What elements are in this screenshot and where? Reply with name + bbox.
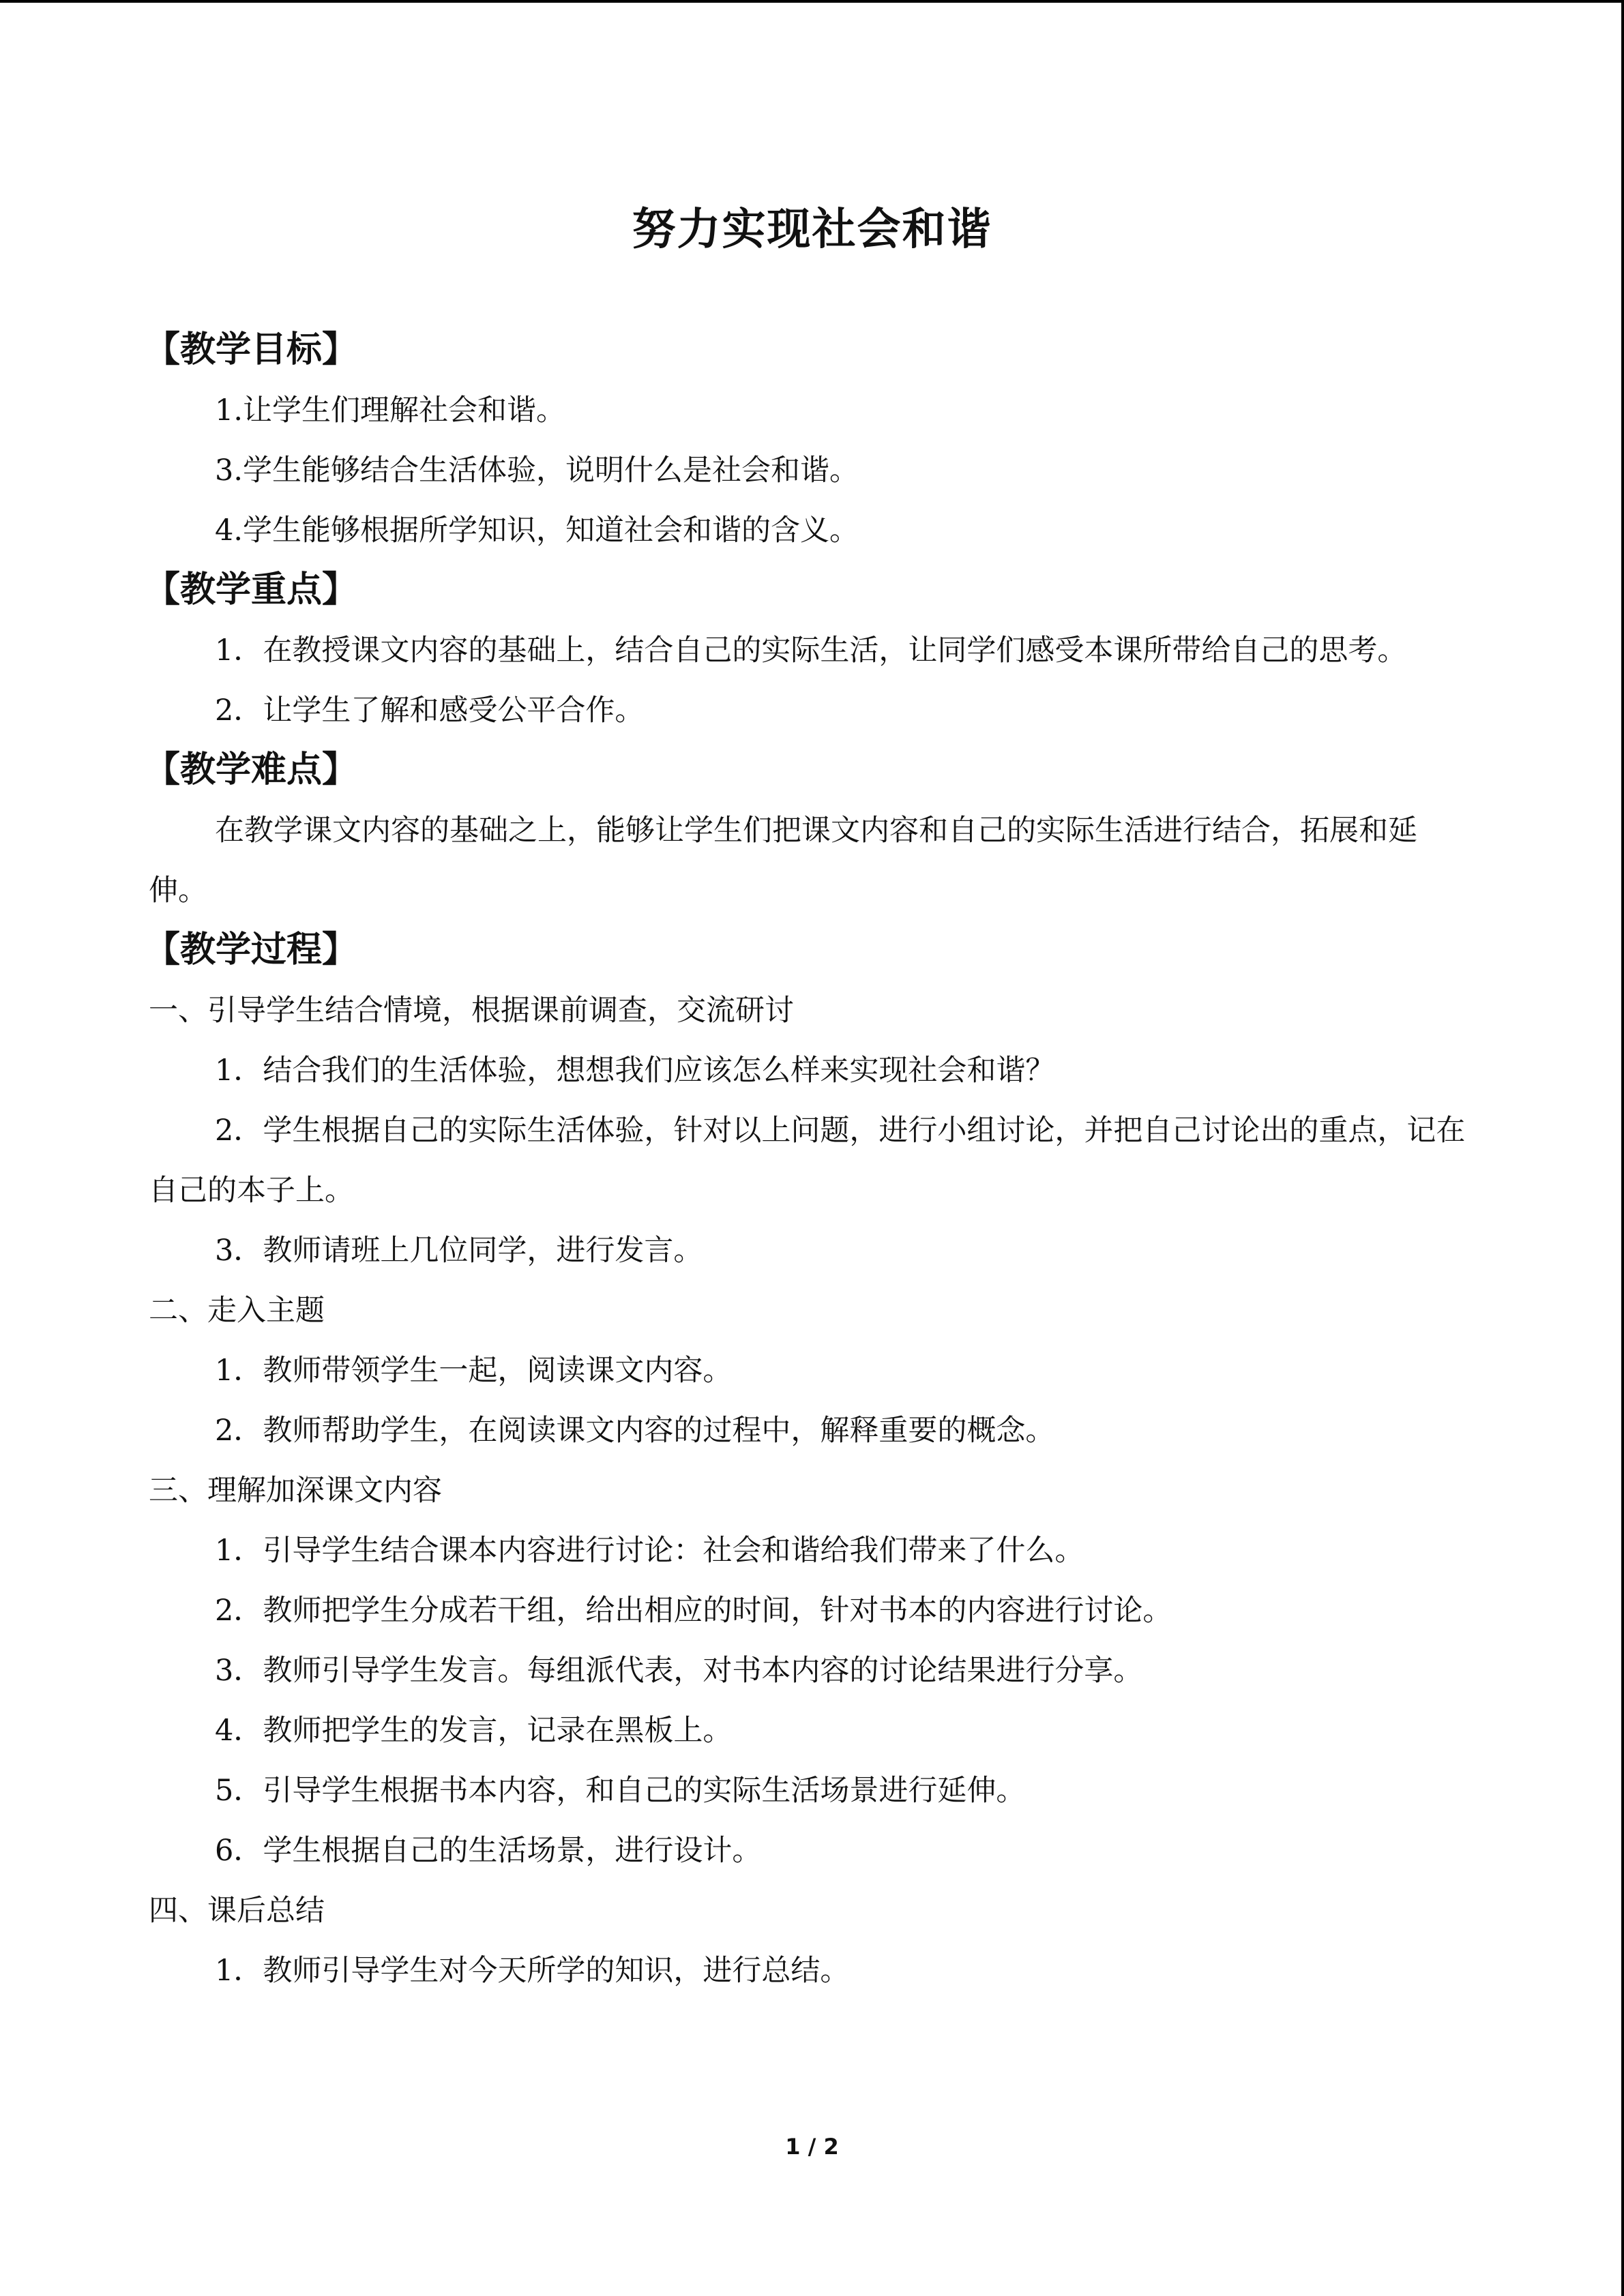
process-step: 1．教师带领学生一起，阅读课文内容。 [215, 1354, 733, 1388]
difficulties-heading: 【教学难点】 [145, 749, 358, 790]
process-step: 1．教师引导学生对今天所学的知识，进行总结。 [215, 1954, 850, 1988]
process-section-title: 一、引导学生结合情境，根据课前调查，交流研讨 [149, 994, 794, 1028]
process-step: 5．引导学生根据书本内容，和自己的实际生活场景进行延伸。 [215, 1774, 1026, 1808]
document-body [145, 320, 1475, 2001]
process-step: 4．教师把学生的发言，记录在黑板上。 [215, 1714, 733, 1748]
key-point-item: 1．在教授课文内容的基础上，结合自己的实际生活，让同学们感受本课所带给自己的思考。 [215, 633, 1407, 668]
process-step: 2．学生根据自己的实际生活体验，针对以上问题，进行小组讨论，并把自己讨论出的重点，记在自己的本子上。 [149, 1114, 1466, 1208]
goal-item: 3.学生能够结合生活体验，说明什么是社会和谐。 [215, 453, 859, 488]
process-step: 3．教师引导学生发言。每组派代表，对书本内容的讨论结果进行分享。 [215, 1654, 1143, 1688]
process-step: 1．结合我们的生活体验，想想我们应该怎么样来实现社会和谐？ [215, 1054, 1055, 1088]
page-border-top [0, 0, 1624, 3]
goal-item: 4.学生能够根据所学知识，知道社会和谐的含义。 [215, 513, 859, 548]
process-step: 1．引导学生结合课本内容进行讨论：社会和谐给我们带来了什么。 [215, 1534, 1084, 1568]
process-step: 3．教师请班上几位同学，进行发言。 [215, 1234, 703, 1268]
process-step: 6．学生根据自己的生活场景，进行设计。 [215, 1834, 762, 1868]
process-step: 2．教师把学生分成若干组，给出相应的时间，针对书本的内容进行讨论。 [215, 1594, 1172, 1628]
goals-heading: 【教学目标】 [145, 329, 358, 370]
page-border-right [1621, 0, 1624, 2296]
process-heading: 【教学过程】 [145, 929, 358, 970]
difficulties-text: 在教学课文内容的基础之上，能够让学生们把课文内容和自己的实际生活进行结合，拓展和延伸。 [149, 814, 1417, 908]
process-step: 2．教师帮助学生，在阅读课文内容的过程中，解释重要的概念。 [215, 1414, 1055, 1448]
process-section-title: 三、理解加深课文内容 [149, 1474, 442, 1508]
key-point-item: 2．让学生了解和感受公平合作。 [215, 694, 645, 728]
page-number: 1 / 2 [785, 2134, 839, 2160]
process-section-title: 二、走入主题 [149, 1294, 325, 1328]
goal-item: 1.让学生们理解社会和谐。 [215, 393, 566, 428]
key-points-heading: 【教学重点】 [145, 569, 358, 610]
document-title: 努力实现社会和谐 [632, 205, 992, 255]
process-section-title: 四、课后总结 [149, 1894, 325, 1928]
